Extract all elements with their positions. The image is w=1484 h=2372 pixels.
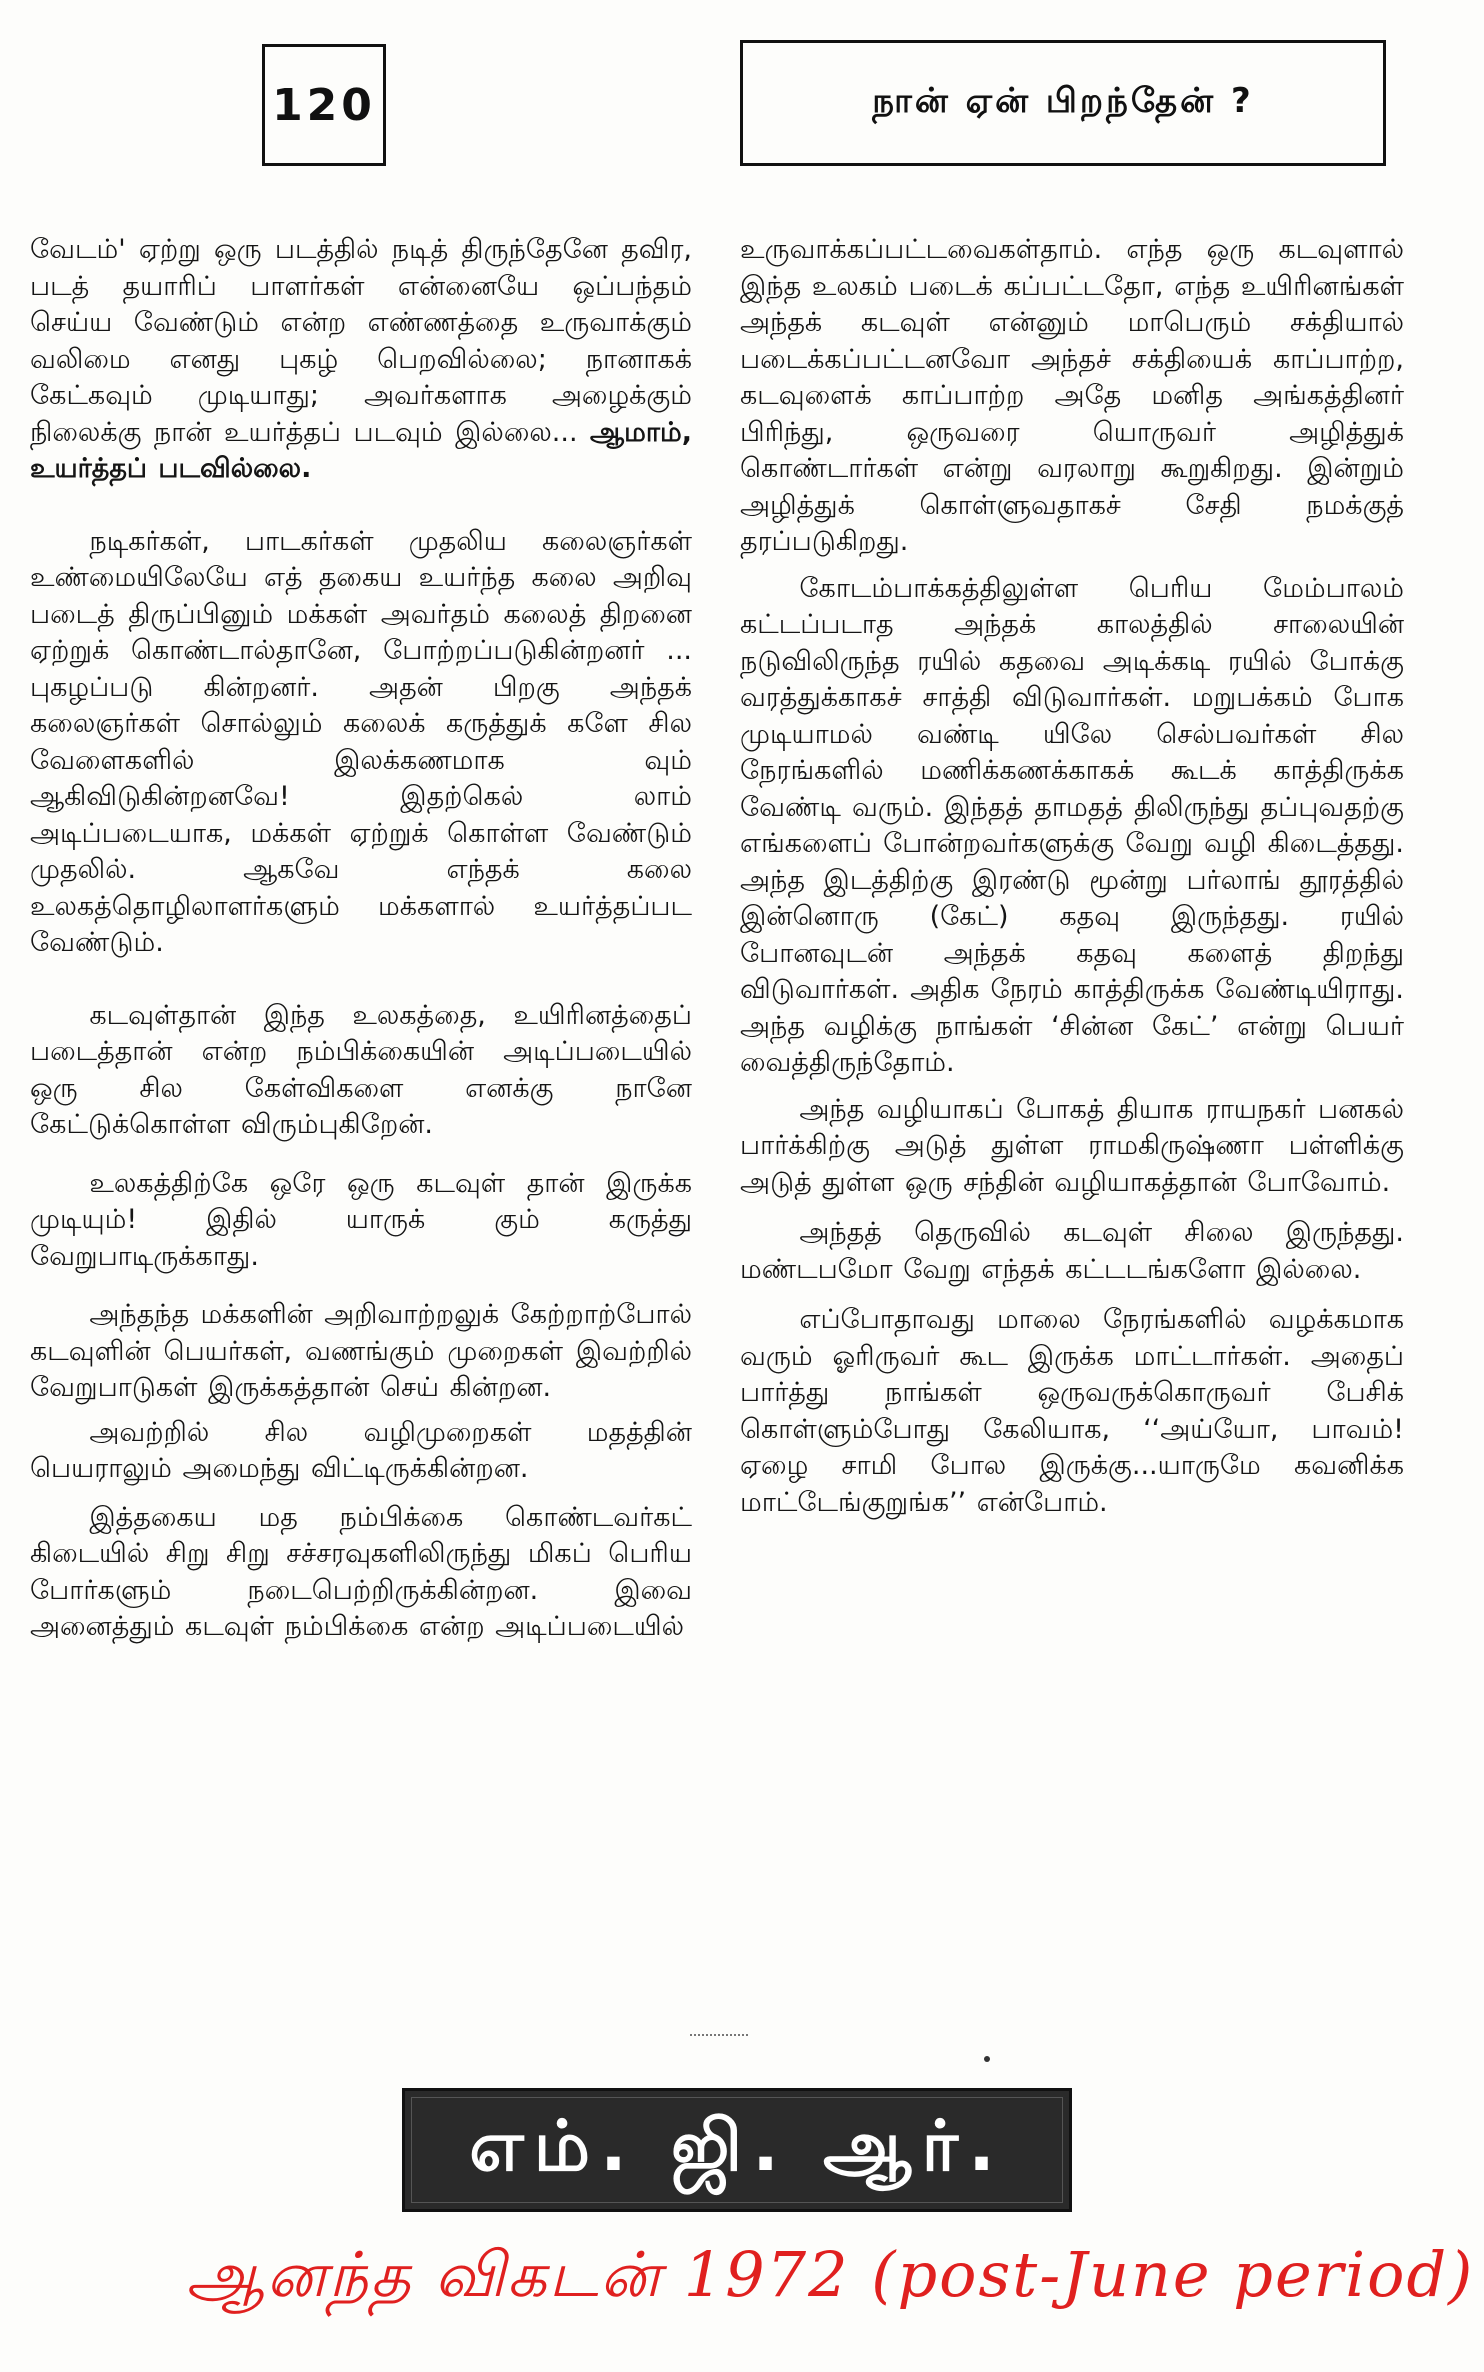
paragraph: கோடம்பாக்கத்திலுள்ள பெரிய மேம்பாலம் கட்டப்படாத அந்தக் காலத்தில் சாலையின் நடுவிலிருந்த ரயில் கதவை அடிக்கடி ரயில் போக்கு வரத்துக்காகச் சாத்தி விடுவார்கள். மறுபக்கம் போக முடியாமல் வண்டி யிலே செல்பவர்கள் சில நேரங்களில் மணிக்கணக்காகக் கூடக் காத்திருக்க வேண்டி வரும். இந்தத் தாமதத் திலிருந்து தப்புவதற்கு எங்களைப் போன்றவர்களுக்கு வேறு வழி கிடைத்தது. அந்த இடத்திற்கு இரண்டு மூன்று பர்லாங் தூரத்தில் இன்னொரு (கேட்) கதவு இருந்தது. ரயில் போனவுடன் அந்தக் கதவு களைத் திறந்து விடுவார்கள். அதிக நேரம் காத்திருக்க வேண்டியிராது. அந்த வழிக்கு நாங்கள் ‘சின்ன கேட்’ என்று பெயர் வைத்திருந்தோம்.	[740, 572, 1404, 1078]
paragraph: அந்த வழியாகப் போகத் தியாக ராயநகர் பனகல் பார்க்கிற்கு அடுத் துள்ள ராமகிருஷ்ணா பள்ளிக்கு அடுத் துள்ள ஒரு சந்தின் வழியாகத்தான் போவோம்.	[740, 1093, 1404, 1198]
paragraph-emphasis: ஆமாம், உயர்த்தப் படவில்லை.	[30, 416, 692, 484]
paragraph: அந்தந்த மக்களின் அறிவாற்றலுக் கேற்றாற்போல் கடவுளின் பெயர்கள், வணங்கும் முறைகள் இவற்றில் வேறுபாடுகள் இருக்கத்தான் செய் கின்றன.	[30, 1299, 692, 1403]
left-column	[30, 232, 692, 1646]
chapter-title: நான் ஏன் பிறந்தேன் ?	[740, 40, 1386, 166]
paragraph	[30, 232, 692, 488]
right-column	[740, 232, 1404, 1521]
author-byline: எம். ஜி. ஆர்.	[402, 2088, 1072, 2212]
paragraph: அந்தத் தெருவில் கடவுள் சிலை இருந்தது. மண்டபமோ வேறு எந்தக் கட்டடங்களோ இல்லை.	[740, 1217, 1404, 1285]
print-dot	[984, 2056, 990, 2062]
handwritten-source-note: ஆனந்த விகடன் 1972 (post-June period)	[186, 2238, 1475, 2311]
paragraph: எப்போதாவது மாலை நேரங்களில் வழக்கமாக வரும் ஓரிருவர் கூட இருக்க மாட்டார்கள். அதைப் பார்த்து நாங்கள் ஒருவருக்கொருவர் பேசிக் கொள்ளும்போது கேலியாக, ‘‘அய்யோ, பாவம்! ஏழை சாமி போல இருக்கு...யாருமே கவனிக்க மாட்டேங்குறுங்க’’ என்போம்.	[740, 1304, 1404, 1518]
paragraph: கடவுள்தான் இந்த உலகத்தை, உயிரினத்தைப் படைத்தான் என்ற நம்பிக்கையின் அடிப்படையில் ஒரு சில கேள்விகளை எனக்கு நானே கேட்டுக்கொள்ள விரும்புகிறேன்.	[30, 999, 692, 1140]
paragraph: உருவாக்கப்பட்டவைகள்தாம். எந்த ஒரு கடவுளால் இந்த உலகம் படைக் கப்பட்டதோ, எந்த உயிரினங்கள் அந்தக் கடவுள் என்னும் மாபெரும் சக்தியால் படைக்கப்பட்டனவோ அந்தச் சக்தியைக் காப்பாற்ற, கடவுளைக் காப்பாற்ற அதே மனித அங்கத்தினர் பிரிந்து, ஒருவரை யொருவர் அழித்துக் கொண்டார்கள் என்று வரலாறு கூறுகிறது. இன்றும் அழித்துக் கொள்ளுவதாகச் சேதி நமக்குத் தரப்படுகிறது.	[740, 234, 1404, 557]
paragraph: இத்தகைய மத நம்பிக்கை கொண்டவர்கட் கிடையில் சிறு சிறு சச்சரவுகளிலிருந்து மிகப் பெரிய போர்களும் நடைபெற்றிருக்கின்றன. இவை அனைத்தும் கடவுள் நம்பிக்கை என்ற அடிப்படையில்	[30, 1501, 692, 1642]
paragraph: அவற்றில் சில வழிமுறைகள் மதத்தின் பெயராலும் அமைந்து விட்டிருக்கின்றன.	[30, 1416, 692, 1484]
divider-ornament	[690, 2034, 748, 2040]
page-number: 120	[262, 44, 386, 166]
paragraph-text: வேடம்' ஏற்று ஒரு படத்தில் நடித் திருந்தேனே தவிர, படத் தயாரிப் பாளர்கள் என்னையே ஒப்பந்தம் செய்ய வேண்டும் என்ற எண்ணத்தை உருவாக்கும் வலிமை எனது புகழ் பெறவில்லை; நானாகக் கேட்கவும் முடியாது; அவர்களாக அழைக்கும் நிலைக்கு நான் உயர்த்தப் படவும் இல்லை...	[30, 234, 692, 448]
paragraph: நடிகர்கள், பாடகர்கள் முதலிய கலைஞர்கள் உண்மையிலேயே எத் தகைய உயர்ந்த கலை அறிவு படைத் திருப்பினும் மக்கள் அவர்தம் கலைத் திறனை ஏற்றுக் கொண்டால்தானே, போற்றப்படுகின்றனர் ... புகழப்படு கின்றனர். அதன் பிறகு அந்தக் கலைஞர்கள் சொல்லும் கலைக் கருத்துக் களே சில வேளைகளில் இலக்கணமாக வும் ஆகிவிடுகின்றனவே! இதற்கெல் லாம் அடிப்படையாக, மக்கள் ஏற்றுக் கொள்ள வேண்டும் முதலில். ஆகவே எந்தக் கலை உலகத்தொழிலாளர்களும் மக்களால் உயர்த்தப்பட வேண்டும்.	[30, 525, 692, 958]
paragraph: உலகத்திற்கே ஒரே ஒரு கடவுள் தான் இருக்க முடியும்! இதில் யாருக் கும் கருத்து வேறுபாடிருக்காது.	[30, 1167, 692, 1272]
